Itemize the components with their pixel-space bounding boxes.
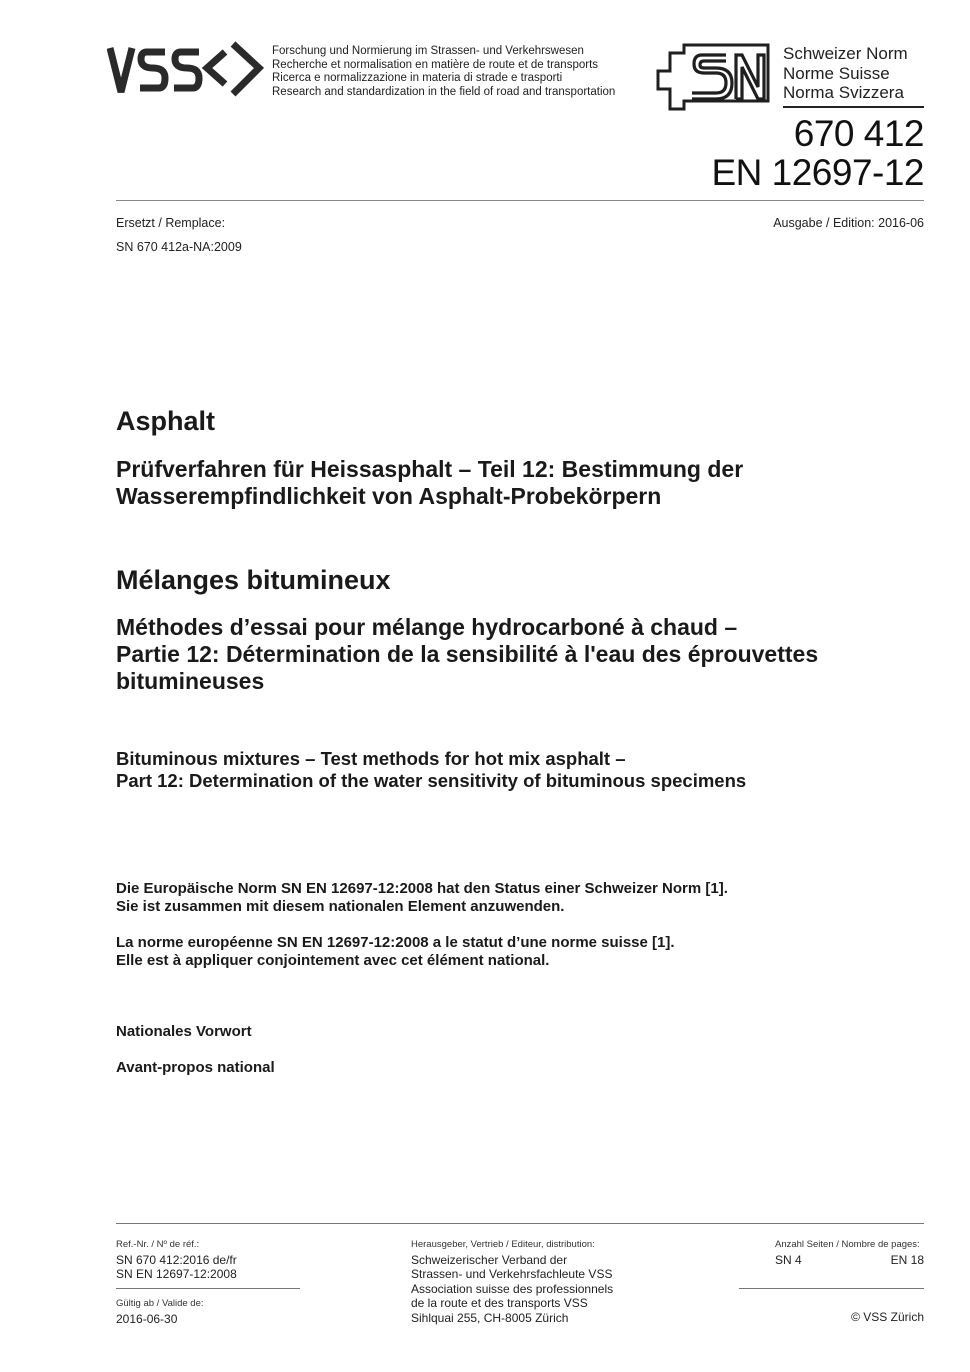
pages-en: EN 18 [890,1252,924,1267]
vss-tagline-en: Research and standardization in the field of road and transportation [272,85,616,98]
vss-tagline-fr: Recherche et normalisation en matière de route et de transports [272,58,599,71]
vss-tagline-it: Ricerca e normalizzazione in materia di strade e trasporti [272,72,563,84]
title-de-sub-line-1: Prüfverfahren für Heissasphalt – Teil 12: Bestimmung der [116,456,744,482]
vss-logo [107,38,267,102]
title-fr-sub [116,614,916,695]
sn-name-fr: Norme Suisse [783,63,890,83]
footer-publisher [411,1238,613,1325]
status-de-line-1: Die Europäische Norm SN EN 12697-12:2008 hat den Status einer Schweizer Norm [1]. [116,880,728,897]
footer-validity [116,1297,204,1326]
vss-tagline [272,45,615,99]
publisher-line-5: Sihlquai 255, CH-8005 Zürich [411,1310,569,1325]
title-de-sub-line-2: Wasserempfindlichkeit von Asphalt-Probekörpern [116,483,662,509]
edition: Ausgabe / Edition: 2016-06 [773,216,924,230]
copyright: © VSS Zürich [851,1310,924,1324]
ref-value-en: SN EN 12697-12:2008 [116,1267,237,1281]
valid-label: Gültig ab / Valide de: [116,1298,204,1309]
title-fr-sub-line-1: Méthodes d’essai pour mélange hydrocarboné à chaud – [116,614,738,640]
sn-name-it: Norma Svizzera [783,83,904,102]
footer-divider [116,1223,924,1224]
publisher-line-4: de la route et des transports VSS [411,1296,588,1310]
sn-underline [783,106,924,108]
replaces-label: Ersetzt / Remplace: [116,216,226,230]
status-de-line-2: Sie ist zusammen mit diesem nationalen Element anzuwenden. [116,898,565,915]
footer-ref-divider [116,1288,300,1289]
status-fr-line-2: Elle est à appliquer conjointement avec cet élément national. [116,952,550,969]
sn-name-de: Schweizer Norm [783,44,908,63]
foreword-heading-fr: Avant-propos national [116,1059,275,1076]
foreword-heading-de: Nationales Vorwort [116,1023,252,1040]
sn-names [783,44,908,103]
pages-sn: SN 4 [775,1252,802,1267]
standard-number: 670 412 [793,113,924,154]
title-de-sub [116,456,916,510]
status-paragraph-de [116,880,916,916]
ref-value-sn: SN 670 412:2016 de/fr [116,1252,237,1267]
ref-label: Ref.-Nr. / Nº de réf.: [116,1239,200,1250]
header-divider [116,200,924,201]
footer-pages [775,1238,924,1267]
vss-tagline-de: Forschung und Normierung im Strassen- und Verkehrswesen [272,45,584,57]
title-fr-main: Mélanges bitumineux [116,565,391,595]
footer-pages-divider [739,1288,924,1289]
title-fr-sub-line-3: bitumineuses [116,668,265,694]
title-en-sub-line-2: Part 12: Determination of the water sensitivity of bituminous specimens [116,770,747,791]
title-fr-sub-line-2: Partie 12: Détermination de la sensibilité à l'eau des éprouvettes [116,641,819,667]
publisher-line-1: Schweizerischer Verband der [411,1252,568,1267]
status-fr-line-1: La norme européenne SN EN 12697-12:2008 a le statut d’une norme suisse [1]. [116,934,675,951]
pages-label: Anzahl Seiten / Nombre de pages: [775,1239,920,1250]
title-en-sub-line-1: Bituminous mixtures – Test methods for hot mix asphalt – [116,748,626,769]
en-number: EN 12697-12 [711,152,924,193]
publisher-line-3: Association suisse des professionnels [411,1281,614,1296]
title-de-main: Asphalt [116,406,216,436]
sn-logo [656,43,776,113]
publisher-line-2: Strassen- und Verkehrsfachleute VSS [411,1267,613,1281]
replaces-value: SN 670 412a-NA:2009 [116,240,242,254]
publisher-label: Herausgeber, Vertrieb / Editeur, distribution: [411,1239,595,1250]
footer-reference [116,1238,237,1282]
title-en-sub [116,748,916,792]
valid-value: 2016-06-30 [116,1311,178,1326]
status-paragraph-fr [116,934,916,970]
